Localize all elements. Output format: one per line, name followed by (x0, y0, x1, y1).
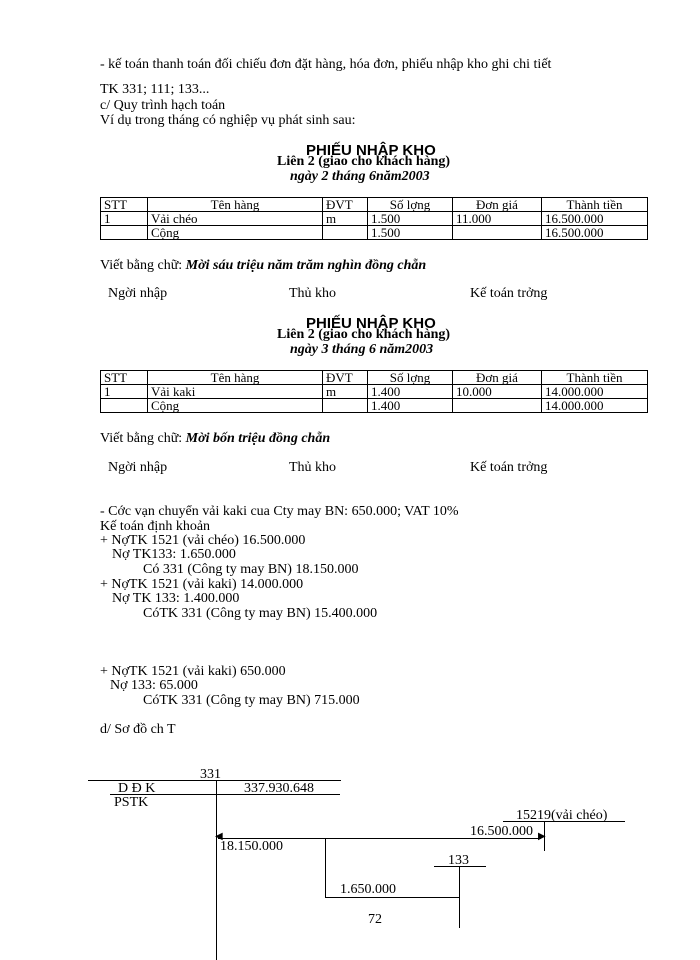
receipt-2-copy: Liên 2 (giao cho khách hàng) (277, 327, 451, 342)
cell-so-luong: 1.400 (368, 385, 453, 399)
amount-16500000: 16.500.000 (470, 824, 533, 839)
table-row (101, 385, 648, 399)
freight-text: - Cớc vạn chuyển vải kaki cua Cty may BN: 650.000; VAT 10% (100, 504, 459, 519)
receipt-1-sign-keeper: Thủ kho (289, 286, 337, 301)
account-331-label: 331 (200, 767, 221, 782)
cell-stt (101, 226, 148, 240)
diagram-heading: d/ Sơ đồ ch T (100, 722, 176, 737)
entry-line: Nợ TK 133: 1.400.000 (112, 591, 240, 606)
cell-ten-hang: Cộng (148, 226, 323, 240)
header-stt: STT (101, 371, 148, 385)
cell-dvt: m (323, 385, 368, 399)
receipt-1-copy: Liên 2 (giao cho khách hàng) (277, 154, 451, 169)
receipt-2-words (100, 432, 330, 446)
header-so-luong: Số lợng (368, 198, 453, 212)
arrow-right-icon: ▶ (538, 831, 546, 842)
words-value: Mời bốn triệu đồng chẵn (185, 431, 331, 446)
receipt-2-date: ngày 3 tháng 6 năm2003 (290, 342, 434, 357)
cell-so-luong: 1.500 (368, 226, 453, 240)
receipt-1-table (100, 197, 648, 240)
header-dvt: ĐVT (323, 198, 368, 212)
entry-line: CóTK 331 (Công ty may BN) 15.400.000 (143, 606, 378, 621)
page-number: 72 (368, 912, 382, 927)
section-c-heading: c/ Quy trình hạch toán (100, 98, 226, 113)
arrow-to-133 (325, 897, 459, 898)
entry-line: + NợTK 1521 (vải kaki) 650.000 (100, 664, 286, 679)
cell-dvt (323, 399, 368, 413)
intro-line-1: - kế toán thanh toán đối chiếu đơn đặt hàng, hóa đơn, phiếu nhập kho ghi chi tiết (100, 57, 552, 72)
entries-heading: Kế toán định khoản (100, 519, 211, 534)
words-value: Mời sáu triệu năm trăm nghìn đồng chẵn (185, 258, 427, 273)
cell-ten-hang: Vải chéo (148, 212, 323, 226)
account-15219-top-line (503, 821, 625, 822)
connector-line (325, 839, 326, 897)
entry-line: + NợTK 1521 (vải kaki) 14.000.000 (100, 577, 304, 592)
account-15219-label: 15219(vải chéo) (516, 808, 608, 823)
cell-stt: 1 (101, 385, 148, 399)
cell-thanh-tien: 14.000.000 (542, 399, 648, 413)
cell-dvt: m (323, 212, 368, 226)
account-133-label: 133 (448, 853, 469, 868)
cell-so-luong: 1.400 (368, 399, 453, 413)
cell-stt (101, 399, 148, 413)
header-ten-hang: Tên hàng (148, 198, 323, 212)
ddk-value: 337.930.648 (244, 781, 314, 796)
header-so-luong: Số lợng (368, 371, 453, 385)
account-331-vertical-line (216, 780, 217, 960)
entry-line: Có 331 (Công ty may BN) 18.150.000 (143, 562, 359, 577)
receipt-1-words (100, 259, 426, 273)
receipt-1-date: ngày 2 tháng 6năm2003 (290, 169, 430, 184)
cell-stt: 1 (101, 212, 148, 226)
cell-don-gia: 11.000 (453, 212, 542, 226)
cell-don-gia (453, 226, 542, 240)
cell-thanh-tien: 16.500.000 (542, 212, 648, 226)
header-thanh-tien: Thành tiền (542, 371, 648, 385)
receipt-2-sign-receiver: Ngời nhập (108, 460, 168, 475)
table-total-row (101, 226, 648, 240)
cell-thanh-tien: 16.500.000 (542, 226, 648, 240)
cell-dvt (323, 226, 368, 240)
account-133-top-line (434, 866, 486, 867)
receipt-2-title: PHIẾU NHẬP KHO (306, 315, 436, 332)
header-don-gia: Đơn giá (453, 371, 542, 385)
table-header-row (101, 198, 648, 212)
cell-thanh-tien: 14.000.000 (542, 385, 648, 399)
words-label: Viết bằng chữ: (100, 431, 183, 446)
header-stt: STT (101, 198, 148, 212)
amount-18150000: 18.150.000 (220, 839, 283, 854)
cell-don-gia (453, 399, 542, 413)
entry-line: Nợ TK133: 1.650.000 (112, 547, 236, 562)
header-ten-hang: Tên hàng (148, 371, 323, 385)
header-dvt: ĐVT (323, 371, 368, 385)
table-header-row (101, 371, 648, 385)
receipt-1-sign-receiver: Ngời nhập (108, 286, 168, 301)
cell-ten-hang: Cộng (148, 399, 323, 413)
receipt-1-sign-accountant: Kế toán trởng (470, 286, 548, 301)
table-total-row (101, 399, 648, 413)
words-label: Viết bằng chữ: (100, 258, 183, 273)
cell-don-gia: 10.000 (453, 385, 542, 399)
table-row (101, 212, 648, 226)
entry-line: CóTK 331 (Công ty may BN) 715.000 (143, 693, 360, 708)
ddk-label: D Đ K (118, 781, 156, 796)
intro-line-2: TK 331; 111; 133... (100, 82, 210, 97)
account-133-vertical-line (459, 866, 460, 928)
entry-line: + NợTK 1521 (vải chéo) 16.500.000 (100, 533, 306, 548)
receipt-2-sign-keeper: Thủ kho (289, 460, 337, 475)
receipt-2-sign-accountant: Kế toán trởng (470, 460, 548, 475)
entry-line: Nợ 133: 65.000 (110, 678, 198, 693)
header-don-gia: Đơn giá (453, 198, 542, 212)
amount-1650000: 1.650.000 (340, 882, 396, 897)
header-thanh-tien: Thành tiền (542, 198, 648, 212)
pstk-label: PSTK (114, 795, 149, 810)
cell-so-luong: 1.500 (368, 212, 453, 226)
example-text: Ví dụ trong tháng có nghiệp vụ phát sinh sau: (100, 113, 356, 128)
cell-ten-hang: Vải kaki (148, 385, 323, 399)
receipt-2-table (100, 370, 648, 413)
arrow-left-icon: ◀ (215, 831, 223, 842)
receipt-1-title: PHIẾU NHẬP KHO (306, 142, 436, 159)
